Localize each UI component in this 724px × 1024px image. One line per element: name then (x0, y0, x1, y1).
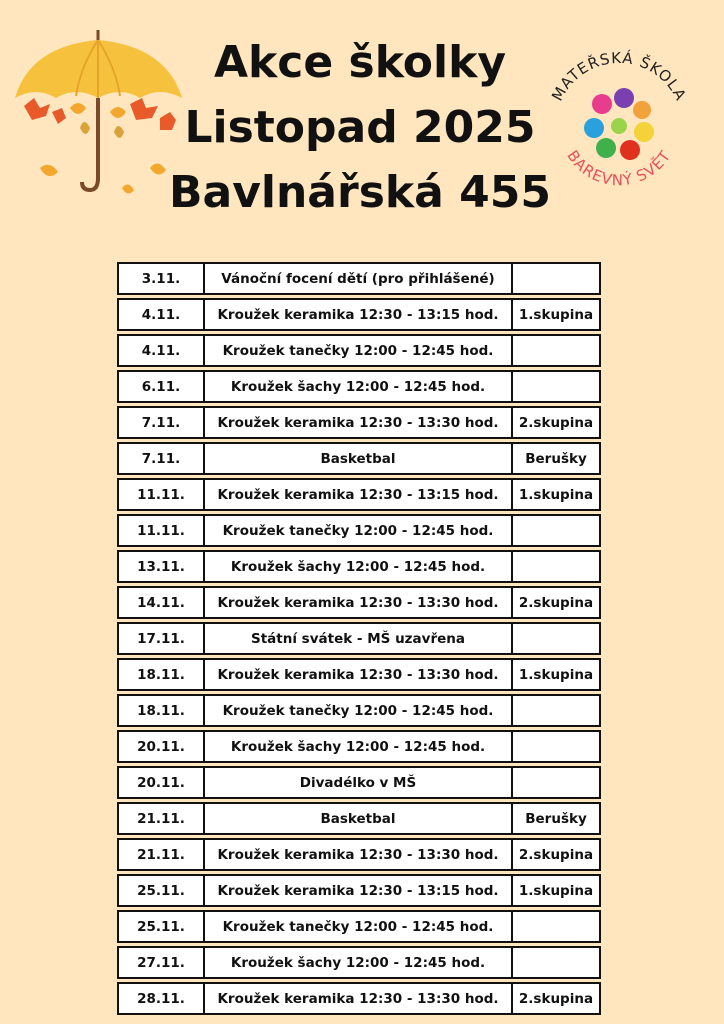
row-activity: Kroužek tanečky 12:00 - 12:45 hod. (205, 694, 513, 727)
schedule-row (117, 478, 601, 511)
row-activity: Kroužek keramika 12:30 - 13:30 hod. (205, 838, 513, 871)
schedule-row (117, 550, 601, 583)
schedule-row (117, 766, 601, 799)
schedule-row (117, 658, 601, 691)
row-activity: Divadélko v MŠ (205, 766, 513, 799)
schedule-row (117, 442, 601, 475)
row-date: 28.11. (117, 982, 205, 1015)
row-activity: Kroužek šachy 12:00 - 12:45 hod. (205, 370, 513, 403)
row-date: 20.11. (117, 730, 205, 763)
schedule-row (117, 910, 601, 943)
row-date: 27.11. (117, 946, 205, 979)
row-group: 1.skupina (513, 874, 601, 907)
row-group (513, 514, 601, 547)
row-activity: Vánoční focení dětí (pro přihlášené) (205, 262, 513, 295)
row-group (513, 370, 601, 403)
schedule-row (117, 802, 601, 835)
row-date: 13.11. (117, 550, 205, 583)
row-group: 2.skupina (513, 586, 601, 619)
row-group (513, 334, 601, 367)
row-date: 3.11. (117, 262, 205, 295)
row-date: 25.11. (117, 910, 205, 943)
row-group (513, 550, 601, 583)
schedule-row (117, 406, 601, 439)
schedule-row (117, 946, 601, 979)
row-activity: Kroužek keramika 12:30 - 13:30 hod. (205, 586, 513, 619)
row-date: 7.11. (117, 406, 205, 439)
row-date: 11.11. (117, 514, 205, 547)
row-date: 14.11. (117, 586, 205, 619)
row-date: 17.11. (117, 622, 205, 655)
row-activity: Kroužek šachy 12:00 - 12:45 hod. (205, 550, 513, 583)
svg-text:BAREVNÝ SVĚT (563, 147, 674, 189)
schedule-table (117, 259, 601, 1018)
schedule-row (117, 298, 601, 331)
row-activity: Kroužek keramika 12:30 - 13:30 hod. (205, 406, 513, 439)
row-date: 21.11. (117, 838, 205, 871)
schedule-row (117, 730, 601, 763)
row-activity: Kroužek tanečky 12:00 - 12:45 hod. (205, 334, 513, 367)
row-activity: Kroužek tanečky 12:00 - 12:45 hod. (205, 514, 513, 547)
logo-top-text: MATEŘSKÁ ŠKOLA (548, 48, 690, 104)
row-group (513, 262, 601, 295)
row-date: 4.11. (117, 334, 205, 367)
schedule-row (117, 694, 601, 727)
schedule-row (117, 982, 601, 1015)
row-activity: Basketbal (205, 802, 513, 835)
handprints-icon (584, 88, 654, 160)
row-group (513, 766, 601, 799)
row-activity: Kroužek keramika 12:30 - 13:30 hod. (205, 982, 513, 1015)
row-group: Berušky (513, 442, 601, 475)
page-title (150, 30, 570, 225)
title-line-1: Akce školky (213, 37, 507, 88)
row-group: 1.skupina (513, 658, 601, 691)
row-date: 4.11. (117, 298, 205, 331)
row-activity: Kroužek keramika 12:30 - 13:30 hod. (205, 658, 513, 691)
schedule-row (117, 334, 601, 367)
logo-bottom-text: BAREVNÝ SVĚT (563, 147, 675, 190)
row-group: 1.skupina (513, 298, 601, 331)
row-group (513, 730, 601, 763)
row-activity: Kroužek tanečky 12:00 - 12:45 hod. (205, 910, 513, 943)
row-group (513, 622, 601, 655)
schedule-row (117, 838, 601, 871)
kindergarten-logo (544, 48, 694, 198)
schedule-row (117, 370, 601, 403)
row-group (513, 694, 601, 727)
title-line-3: Bavlnářská 455 (168, 167, 551, 218)
row-date: 21.11. (117, 802, 205, 835)
row-activity: Kroužek keramika 12:30 - 13:15 hod. (205, 874, 513, 907)
row-group: Berušky (513, 802, 601, 835)
row-group (513, 910, 601, 943)
schedule-row (117, 262, 601, 295)
row-date: 20.11. (117, 766, 205, 799)
schedule-row (117, 586, 601, 619)
row-date: 25.11. (117, 874, 205, 907)
row-date: 11.11. (117, 478, 205, 511)
row-activity: Kroužek keramika 12:30 - 13:15 hod. (205, 298, 513, 331)
schedule-row (117, 874, 601, 907)
row-activity: Basketbal (205, 442, 513, 475)
row-date: 18.11. (117, 658, 205, 691)
row-date: 6.11. (117, 370, 205, 403)
row-group: 2.skupina (513, 838, 601, 871)
row-group: 1.skupina (513, 478, 601, 511)
row-group: 2.skupina (513, 982, 601, 1015)
row-activity: Kroužek šachy 12:00 - 12:45 hod. (205, 730, 513, 763)
row-activity: Kroužek šachy 12:00 - 12:45 hod. (205, 946, 513, 979)
row-date: 7.11. (117, 442, 205, 475)
title-line-2: Listopad 2025 (184, 102, 536, 153)
schedule-row (117, 514, 601, 547)
row-group: 2.skupina (513, 406, 601, 439)
row-activity: Kroužek keramika 12:30 - 13:15 hod. (205, 478, 513, 511)
row-date: 18.11. (117, 694, 205, 727)
row-group (513, 946, 601, 979)
row-activity: Státní svátek - MŠ uzavřena (205, 622, 513, 655)
schedule-row (117, 622, 601, 655)
